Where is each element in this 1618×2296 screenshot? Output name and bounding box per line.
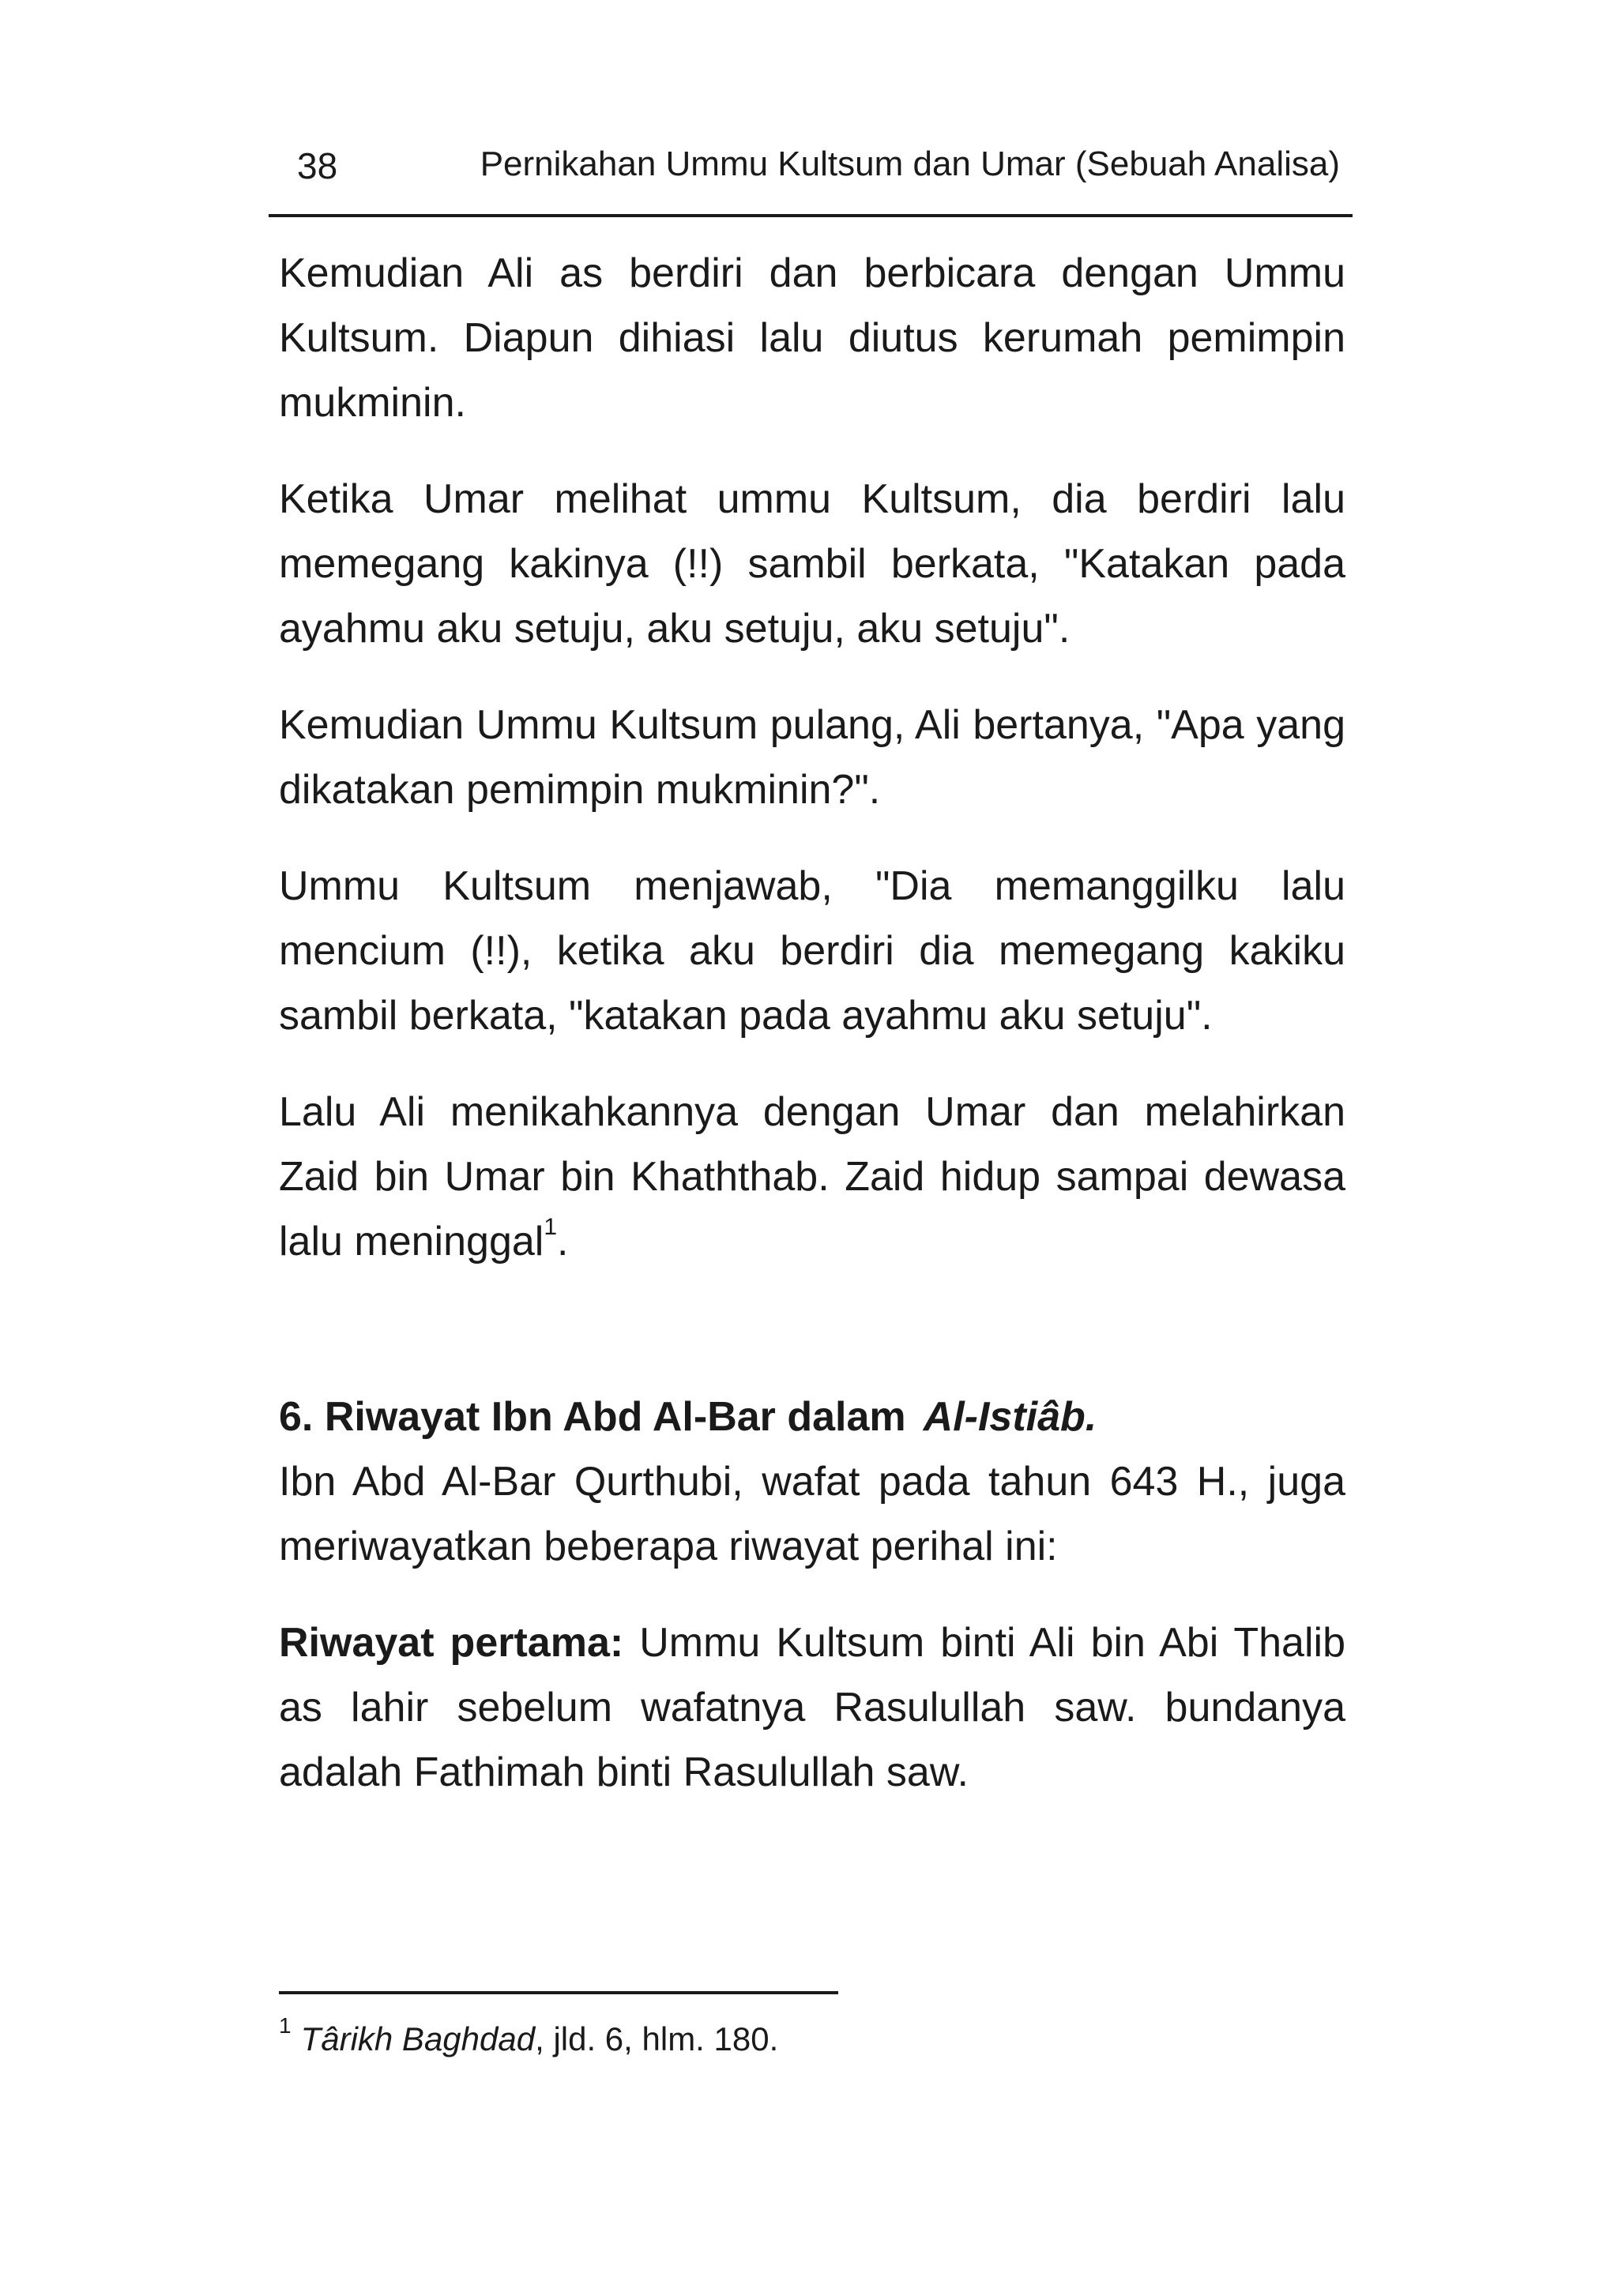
footnote-rule xyxy=(279,1991,838,1994)
footnote xyxy=(279,2013,1345,2063)
footnote-title: Târikh Baghdad xyxy=(300,2020,536,2057)
paragraph-3: Kemudian Ummu Kultsum pulang, Ali bertanya, "Apa yang dikatakan pemimpin mukminin?". xyxy=(279,702,1345,813)
section-intro: Ibn Abd Al-Bar Qurthubi, wafat pada tahun 643 H., juga meriwayatkan beberapa riwayat perihal ini: xyxy=(279,1459,1345,1569)
page-number: 38 xyxy=(297,145,338,186)
paragraph-5-text: Lalu Ali menikahkannya dengan Umar dan melahirkan Zaid bin Umar bin Khaththab. Zaid hidup sampai dewasa lalu meninggal xyxy=(279,1089,1345,1264)
paragraph-5 xyxy=(279,1080,1345,1274)
paragraph-4: Ummu Kultsum menjawab, "Dia memanggilku lalu mencium (!!), ketika aku berdiri dia memegang kakiku sambil berkata, "katakan pada ayahmu aku setuju". xyxy=(279,863,1345,1039)
paragraph-2: Ketika Umar melihat ummu Kultsum, dia berdiri lalu memegang kakinya (!!) sambil berkata, "Katakan pada ayahmu aku setuju, aku setuju, aku setuju". xyxy=(279,476,1345,652)
paragraph-1: Kemudian Ali as berdiri dan berbicara dengan Ummu Kultsum. Diapun dihiasi lalu diutus kerumah pemimpin mukminin. xyxy=(279,250,1345,426)
running-title: Pernikahan Ummu Kultsum dan Umar (Sebuah Analisa) xyxy=(480,145,1340,183)
header-rule xyxy=(269,214,1353,217)
footnote-number: 1 xyxy=(279,2013,292,2038)
section-heading-work-title: Al-Istiâb. xyxy=(923,1394,1097,1440)
riwayat-text: Ummu Kultsum binti Ali bin Abi Thalib as lahir sebelum wafatnya Rasulullah saw. bundanya adalah Fathimah binti Rasulullah saw. xyxy=(279,1620,1345,1795)
section-heading-text: 6. Riwayat Ibn Abd Al-Bar dalam xyxy=(279,1394,906,1440)
riwayat-pertama xyxy=(279,1610,1345,1805)
page-header xyxy=(269,134,1353,213)
footnote-detail: , jld. 6, hlm. 180. xyxy=(535,2020,779,2057)
body-text xyxy=(279,241,1345,1836)
riwayat-label: Riwayat pertama: xyxy=(279,1620,624,1666)
section-heading xyxy=(279,1389,1345,1445)
paragraph-5-end: . xyxy=(557,1219,569,1264)
footnote-reference[interactable]: 1 xyxy=(544,1214,558,1240)
